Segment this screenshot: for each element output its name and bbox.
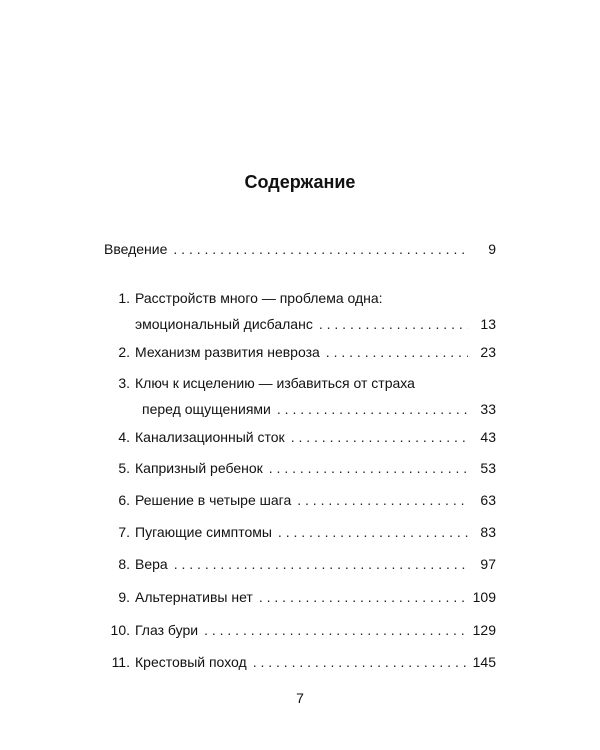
toc-entry-1 [104,285,496,337]
toc-entry-label-continued: эмоциональный дисбаланс [135,316,313,332]
dot-leader [259,584,467,610]
toc-entry-number: 1. [118,290,130,306]
toc-entry-number: 8. [118,556,130,572]
dot-leader [297,487,468,513]
toc-entry-page: 83 [480,524,496,540]
toc-entry-label: Введение [104,241,168,257]
toc-entry-3 [104,370,496,422]
toc-entry-label: Ключ к исцелению — избавиться от страха [135,375,415,391]
dot-leader [319,311,468,337]
dot-leader [278,519,468,545]
toc-entry-page: 129 [472,622,496,638]
dot-leader [174,551,468,577]
toc-entry-page: 53 [480,460,496,476]
toc-title: Содержание [244,172,356,192]
toc-entry-label: Альтернативы нет [135,589,253,605]
toc-entry-number: 7. [118,524,130,540]
toc-entry-page: 109 [472,589,496,605]
toc-entry-label: Пугающие симптомы [135,524,272,540]
toc-entry-number: 6. [118,492,130,508]
toc-entry-8 [104,551,496,577]
toc-entry-page: 13 [480,316,496,332]
toc-entry-number: 2. [118,344,130,360]
toc-entry-number: 11. [111,654,130,670]
dot-leader [204,617,467,643]
toc-entry-label: Капризный ребенок [135,460,263,476]
toc-entry-number: 9. [118,589,130,605]
dot-leader [326,339,468,365]
toc-entry-label: Механизм развития невроза [135,344,320,360]
toc-entry-label-continued: перед ощущениями [142,401,271,417]
toc-entry-2 [104,339,496,365]
toc-entry-intro [104,236,496,262]
toc-entry-label: Глаз бури [135,622,199,638]
toc-entry-page: 43 [480,429,496,445]
toc-entry-6 [104,487,496,513]
toc-entry-page: 97 [480,556,496,572]
toc-entry-page: 23 [480,344,496,360]
toc-entry-10 [104,617,496,643]
toc-entry-label: Канализационный сток [135,429,285,445]
toc-entry-number: 10. [110,622,130,638]
toc-entry-page: 9 [488,241,496,257]
toc-entry-number: 5. [118,460,130,476]
dot-leader [269,455,468,481]
toc-entry-label: Расстройств много — проблема одна: [135,290,383,306]
dot-leader [253,649,467,675]
toc-entry-page: 33 [480,401,496,417]
toc-entry-number: 3. [118,375,130,391]
toc-entry-page: 145 [472,654,496,670]
toc-entry-5 [104,455,496,481]
toc-entry-page: 63 [480,492,496,508]
toc-entry-9 [104,584,496,610]
page-number: 7 [296,690,304,706]
toc-entry-4 [104,424,496,450]
dot-leader [173,236,468,262]
dot-leader [291,424,468,450]
toc-entry-number: 4. [118,429,130,445]
dot-leader [277,396,468,422]
toc-entry-11 [104,649,496,675]
toc-entry-label: Вера [135,556,168,572]
toc-entry-label: Крестовый поход [135,654,247,670]
toc-entry-label: Решение в четыре шага [135,492,292,508]
toc-entry-7 [104,519,496,545]
